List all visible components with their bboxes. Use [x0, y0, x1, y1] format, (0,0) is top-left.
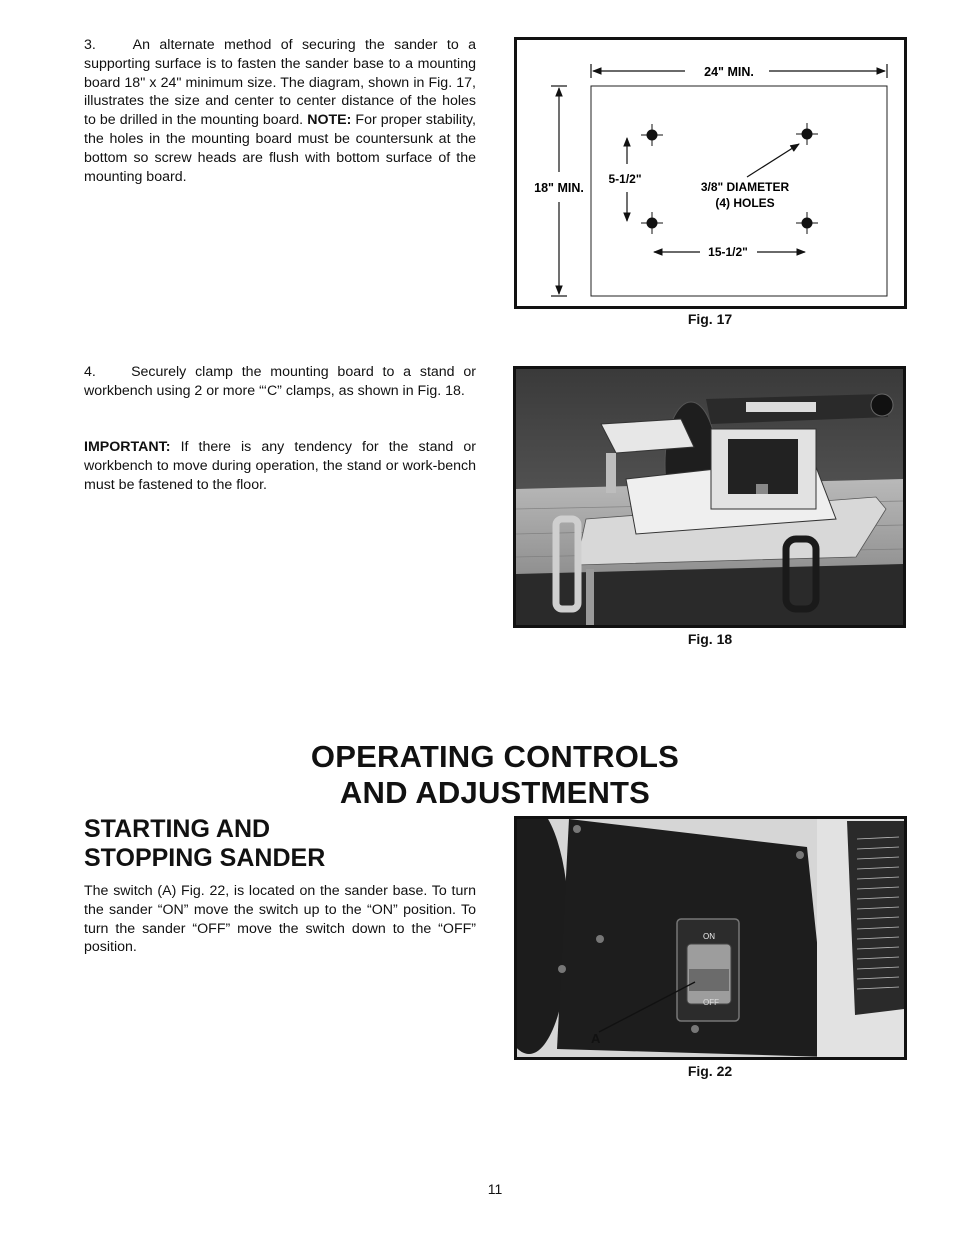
- horizontal-spacing-label: 15-1/2": [708, 245, 748, 259]
- fig-18-caption: Fig. 18: [687, 631, 733, 647]
- height-label: 18" MIN.: [534, 181, 584, 195]
- fig-17-caption: Fig. 17: [687, 311, 733, 327]
- section-title-line2: AND ADJUSTMENTS: [339, 775, 651, 810]
- callout-a: A: [591, 1031, 601, 1046]
- switch-on-label: ON: [703, 932, 715, 941]
- step-3-paragraph: [84, 36, 476, 186]
- switch-off-label: OFF: [703, 998, 719, 1007]
- starting-stopping-paragraph: The switch (A) Fig. 22, is located on the sander base. To turn the sander “ON” move the switch up to the “ON” position. To turn the sander “OFF” move the switch down to the “OFF” position.: [84, 883, 476, 956]
- note-text: For proper stability, the holes in the mounting board must be countersunk at the bottom so screw heads are flush with bottom surface of the mounting board.: [84, 112, 476, 185]
- hole-bottom-right: [796, 212, 818, 234]
- important-text: If there is any tendency for the stand or workbench to move during operation, the stand or work-bench must be fastened to the floor.: [84, 439, 476, 493]
- section-title-line1: OPERATING CONTROLS: [310, 739, 680, 774]
- step-3-number: 3.: [84, 37, 96, 53]
- page-number: 11: [487, 1181, 503, 1197]
- step-4-text: Securely clamp the mounting board to a stand or workbench using 2 or more “‘C” clamps, as shown in Fig. 18.: [84, 364, 476, 399]
- step-3-text: An alternate method of securing the sander to a supporting surface is to fasten the sander base to a mounting board 18" x 24" minimum size. The diagram, shown in Fig. 17, illustrates the size and center to center distance of the holes to be drilled in the mounting board.: [84, 37, 476, 129]
- step-4-paragraph: [84, 363, 476, 401]
- fig-22-caption: Fig. 22: [687, 1063, 733, 1079]
- hole-top-left: [641, 124, 663, 146]
- fig-17-drawing: [517, 40, 904, 306]
- fig-18-photo: [513, 366, 906, 628]
- holes-label-line2: (4) HOLES: [715, 196, 775, 210]
- hole-top-right: [796, 123, 818, 145]
- width-label: 24" MIN.: [704, 65, 754, 79]
- fig-18-sander-on-workbench: [516, 369, 903, 625]
- subsection-title-line1: STARTING AND: [84, 815, 271, 843]
- fig-22-switch-closeup: [517, 819, 904, 1057]
- fig-22-photo: [514, 816, 907, 1060]
- important-paragraph: [84, 438, 476, 494]
- subsection-title-line2: STOPPING SANDER: [84, 844, 326, 872]
- important-label: IMPORTANT:: [84, 439, 171, 455]
- vertical-spacing-label: 5-1/2": [608, 172, 642, 186]
- fig-17-mounting-diagram: [514, 37, 907, 309]
- holes-label-line1: 3/8" DIAMETER: [700, 180, 790, 194]
- note-label: NOTE:: [307, 112, 352, 129]
- step-4-number: 4.: [84, 364, 96, 380]
- hole-bottom-left: [641, 212, 663, 234]
